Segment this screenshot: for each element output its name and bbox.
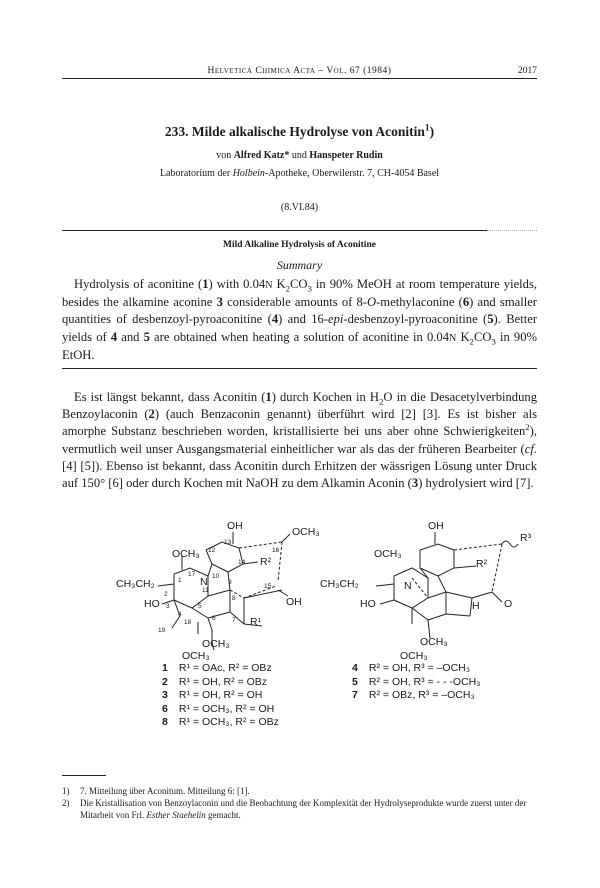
chemical-structures [62, 512, 537, 750]
label-ho-right: HO [360, 598, 376, 610]
atom-1: 1 [178, 577, 182, 584]
abstract-title: Mild Alkaline Hydrolysis of Aconitine [223, 240, 376, 250]
label-och3-1: OCH₃ [172, 548, 200, 560]
atom-8: 8 [232, 595, 236, 602]
label-oh-top-right: OH [428, 520, 444, 532]
summary-heading: Summary [276, 258, 323, 272]
legend-row: 2 R¹ = OH, R² = OBz [162, 675, 268, 688]
label-nitrogen: N [200, 576, 208, 588]
label-r2-right: R² [476, 558, 488, 570]
title-text: 233. Milde alkalische Hydrolyse von Aconitin [164, 124, 425, 139]
legend-row: 5 R² = OH, R³ = - - -OCH₃ [352, 675, 481, 688]
atom-16: 16 [272, 547, 280, 554]
atom-7: 7 [232, 617, 236, 624]
atom-13: 13 [224, 539, 232, 546]
atom-14: 14 [238, 559, 246, 566]
label-r2: R² [260, 556, 272, 568]
label-och3-16: OCH₃ [292, 526, 320, 538]
affil-italic: Holbein [232, 168, 265, 179]
legend-right [352, 662, 481, 703]
footnote-1: 1) 7. Mitteilung über Aconitum. Mitteilung 6: [1]. [62, 786, 250, 796]
author-1: Alfred Katz [233, 150, 285, 161]
body-paragraph: Es ist längst bekannt, dass Aconitin (1) durch Kochen in $H_2O$ in die Desacetylverbindung Benzoylaconin (2) (auch Benzaconin genannt) überführt wird [2] [3]. Es ist bisher als amorphe Substanz beschrieben worden, kristallisierte bei uns aber ohne Schwierigkeiten$^2$), vermutlich weil unser Ausgangsmaterial einheitlicher war als das der früheren Bearbeiter (cf. [4] [5]). Ebenso ist bekannt, dass Aconitin durch Erhitzen der wässrigen Lösung unter Druck auf 150° [6] oder durch Kochen mit NaOH zu dem Alkamin Aconin (3) hydrolysiert wird [7]. [62, 390, 537, 491]
header-rule [62, 78, 537, 79]
atom-12: 12 [208, 547, 216, 554]
authors [62, 150, 537, 161]
label-ketone-o: O [504, 598, 513, 610]
article-title: 233. Milde alkalische Hydrolyse von Aconitin$^1$) [164, 123, 435, 139]
label-och3-right-6: OCH₃ [420, 636, 448, 648]
structure-figure [62, 512, 537, 750]
label-ethyl: CH₃CH₂ [116, 578, 155, 590]
atom-18: 18 [184, 619, 192, 626]
label-r1: R¹ [250, 616, 262, 628]
legend-row: 7 R² = OBz, R³ = –OCH₃ [352, 689, 475, 702]
legend-row: 4 R² = OH, R³ = –OCH₃ [352, 662, 471, 674]
label-r3: R³ [520, 532, 532, 544]
legend-row: 1 R¹ = OAc, R² = OBz [162, 662, 272, 674]
abstract-bottom-rule [62, 368, 537, 369]
atom-2: 2 [164, 591, 168, 598]
legend-row: 6 R¹ = OCH₃, R² = OH [162, 702, 275, 715]
legend-left [162, 662, 279, 730]
atom-15: 15 [264, 583, 272, 590]
authors-and: und [291, 150, 307, 161]
abstract-text: Hydrolysis of aconitine (1) with 0.04N $K_2CO_3$ in 90% MeOH at room temperature yields, besides the alkamine aconine 3 considerable amounts of 8-O-methylaconine (6) and smaller quantities of desbenzoyl-pyroaconitine (4) and 16-epi-desbenzoyl-pyroaconitine (5). Better yields of 4 and 5 are obtained when heating a solution of aconitine in 0.04N $K_2CO_3$ in 90% EtOH. [62, 277, 538, 362]
footnotes [62, 785, 537, 821]
abstract-top-rule-dotted [487, 230, 537, 231]
atom-5: 5 [198, 603, 202, 610]
atom-17: 17 [188, 571, 196, 578]
atom-6: 6 [212, 615, 216, 622]
author-2: Hanspeter Rudin [309, 150, 383, 161]
corresponding-mark: * [284, 150, 290, 161]
abstract-top-rule [62, 230, 487, 231]
label-och3-6: OCH₃ [202, 638, 230, 650]
footnote-rule [62, 775, 106, 776]
legend-row: 3 R¹ = OH, R² = OH [162, 689, 263, 702]
footnote-2: 2) Die Kristallisation von Benzoylaconin und die Beobachtung der Komplexität der Hydrolyseprodukte wurde zuerst unter der Mitarbeit von Frl. Esther Staehelin gemacht. [62, 798, 527, 820]
label-ethyl-right: CH₃CH₂ [320, 578, 359, 590]
affiliation [62, 168, 537, 179]
affil-post: -Apotheke, Oberwilerstr. 7, CH-4054 Basel [264, 168, 440, 179]
title-footnote-mark: 1 [424, 123, 430, 134]
label-h: H [472, 600, 480, 612]
authors-prefix: von [216, 150, 232, 161]
label-oh-top-left: OH [227, 520, 243, 532]
atom-10: 10 [212, 573, 220, 580]
legend-row: 8 R¹ = OCH₃, R² = OBz [162, 716, 279, 729]
label-och3-right-top: OCH₃ [374, 548, 402, 560]
atom-19: 19 [158, 627, 166, 634]
label-oh-15: OH [286, 596, 302, 608]
label-och3-right-18: OCH₃ [400, 650, 428, 662]
journal-title: Helvetica Chimica Acta – Vol. 67 (1984) [207, 66, 392, 76]
label-ho: HO [144, 598, 160, 610]
label-nitrogen-right: N [404, 580, 412, 592]
received-date: (8.VI.84) [280, 202, 319, 213]
affil-pre: Laboratorium der [159, 168, 233, 179]
atom-9: 9 [228, 579, 232, 586]
atom-3: 3 [166, 603, 170, 610]
label-och3-18: OCH₃ [182, 650, 210, 662]
atom-11: 11 [202, 587, 209, 594]
atom-4: 4 [178, 611, 182, 618]
page-number: 2017 [518, 66, 537, 76]
